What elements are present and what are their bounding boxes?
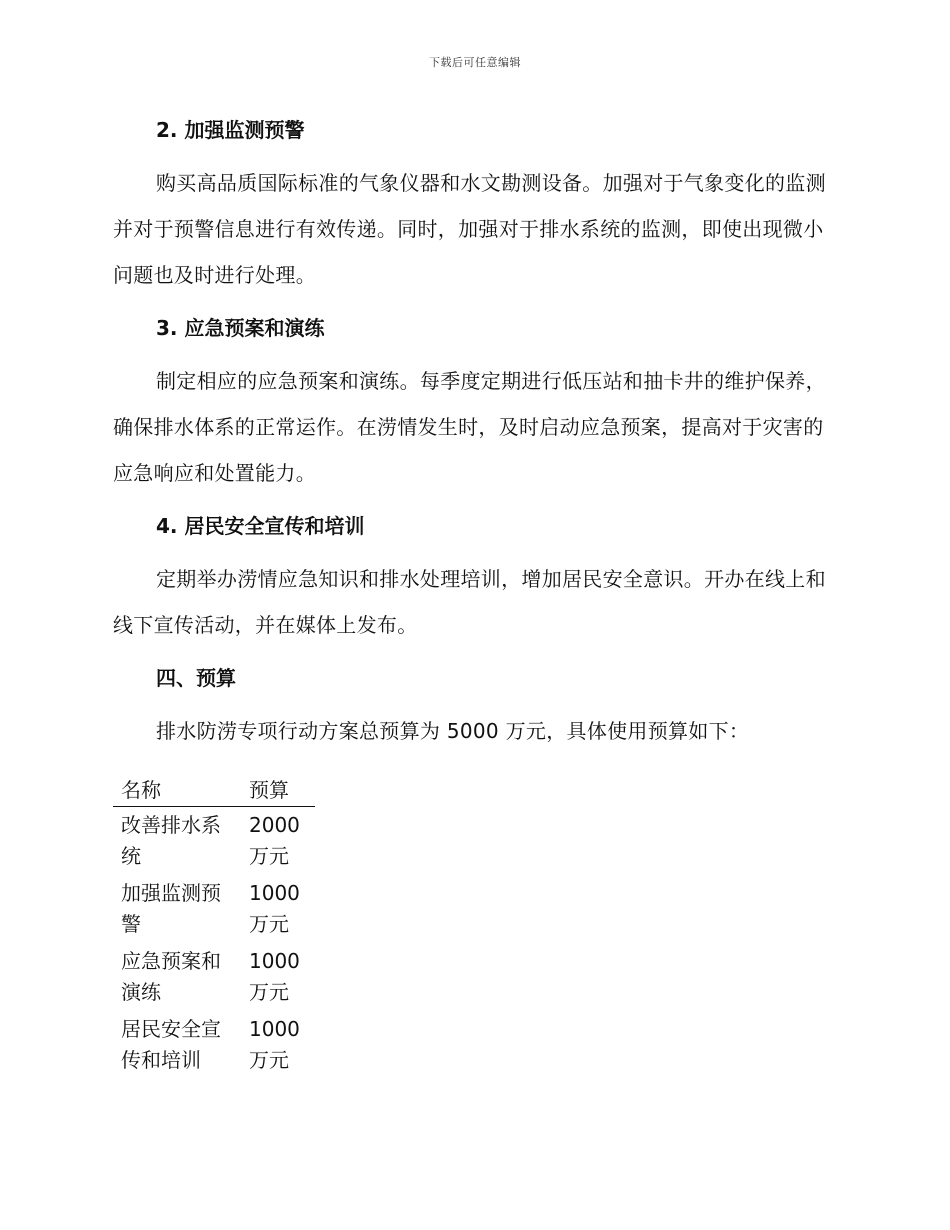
- table-row: [113, 943, 315, 1011]
- section-emergency-plan: [113, 310, 833, 508]
- row-amount: 1000 万元: [249, 949, 300, 1004]
- section-paragraph: 制定相应的应急预案和演练。每季度定期进行低压站和抽卡井的维护保养，确保排水体系的正常运作。在涝情发生时，及时启动应急预案，提高对于灾害的应急响应和处置能力。: [113, 369, 826, 485]
- budget-heading: 四、预算: [156, 666, 236, 690]
- budget-intro: 排水防涝专项行动方案总预算为 5000 万元，具体使用预算如下：: [156, 719, 750, 743]
- budget-table: [113, 772, 315, 1079]
- section-budget: [113, 660, 833, 1079]
- table-row: [113, 875, 315, 943]
- column-header-name: 名称: [113, 772, 241, 807]
- table-row: [113, 807, 315, 876]
- column-header-budget: 预算: [241, 772, 315, 807]
- page-header-note: 下载后可任意编辑: [429, 56, 521, 69]
- row-name: 居民安全宣传和培训: [121, 1017, 221, 1072]
- table-row: [113, 1011, 315, 1079]
- row-amount: 1000 万元: [249, 881, 300, 936]
- section-heading: 3. 应急预案和演练: [156, 316, 325, 340]
- section-paragraph: 购买高品质国际标准的气象仪器和水文勘测设备。加强对于气象变化的监测并对于预警信息进行有效传递。同时，加强对于排水系统的监测，即使出现微小问题也及时进行处理。: [113, 171, 826, 287]
- row-amount: 1000 万元: [249, 1017, 300, 1072]
- document-body: [113, 112, 833, 1079]
- row-name: 加强监测预警: [121, 881, 221, 936]
- section-resident-training: [113, 508, 833, 660]
- section-heading: 2. 加强监测预警: [156, 118, 305, 142]
- row-amount: 2000 万元: [249, 813, 300, 868]
- section-heading: 4. 居民安全宣传和培训: [156, 514, 365, 538]
- table-header-row: [113, 772, 315, 807]
- section-paragraph: 定期举办涝情应急知识和排水处理培训，增加居民安全意识。开办在线上和线下宣传活动，并在媒体上发布。: [113, 567, 826, 637]
- section-monitoring: [113, 112, 833, 310]
- row-name: 改善排水系统: [121, 813, 221, 868]
- row-name: 应急预案和演练: [121, 949, 221, 1004]
